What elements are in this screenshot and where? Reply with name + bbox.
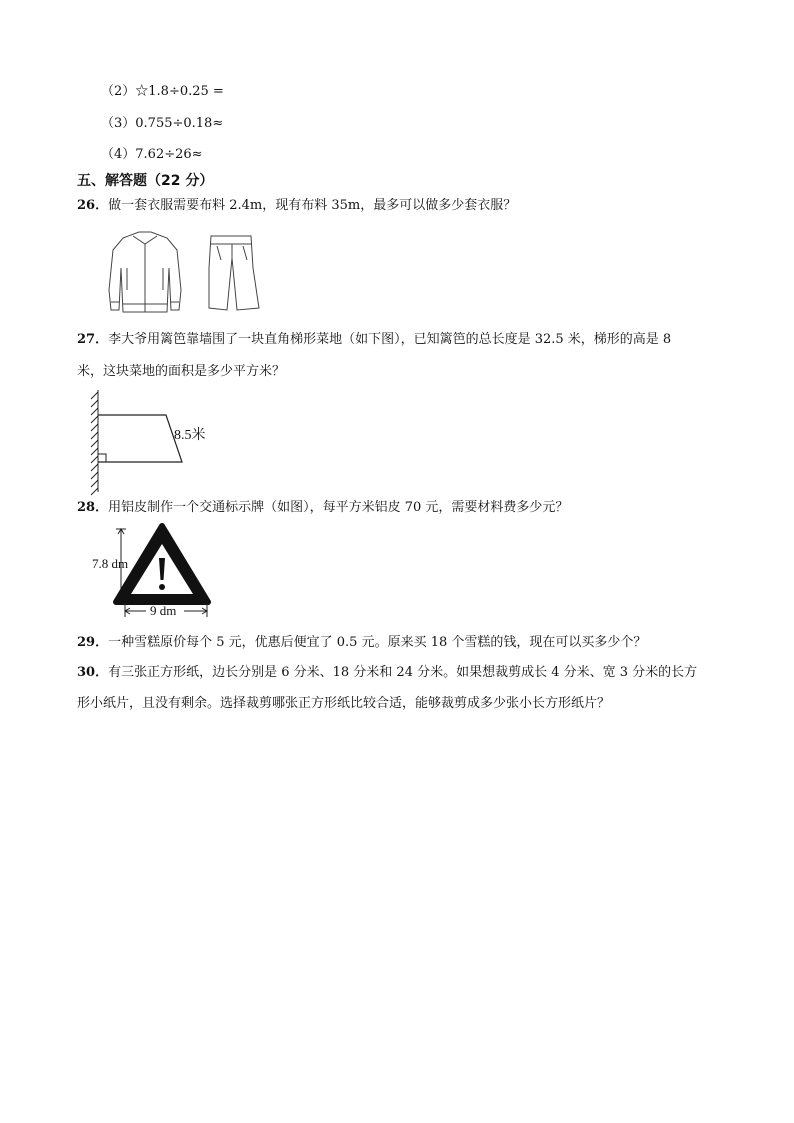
question-number: 28． — [77, 500, 109, 515]
pants-image — [209, 236, 259, 310]
question-number: 29． — [77, 635, 109, 650]
question-text: 李大爷用篱笆靠墙围了一块直角梯形菜地（如下图），已知篱笆的总长度是 32.5 米，梯形的高是 8 — [108, 332, 672, 347]
sub-question-4: （4）7.62÷26≈ — [101, 147, 203, 162]
right-angle-mark — [98, 454, 106, 462]
traffic-sign-figure — [88, 522, 218, 620]
warning-triangle — [116, 526, 208, 602]
question-27-line2: 米，这块菜地的面积是多少平方米？ — [77, 364, 286, 379]
question-text: 用铝皮制作一个交通标示牌（如图），每平方米铝皮 70 元，需要材料费多少元？ — [108, 500, 569, 515]
question-30-line2: 形小纸片，且没有剩余。选择裁剪哪张正方形纸比较合适，能够裁剪成多少张小长方形纸片？ — [77, 696, 611, 711]
slant-side-label: 8.5米 — [174, 428, 206, 443]
question-29 — [77, 634, 646, 652]
question-number: 26． — [77, 198, 109, 213]
question-number: 30． — [77, 665, 109, 680]
question-number: 27． — [77, 332, 109, 347]
sub-question-3: （3）0.755÷0.18≈ — [101, 116, 224, 131]
width-label: 9 dm — [150, 603, 177, 618]
question-text: 有三张正方形纸，边长分别是 6 分米、18 分米和 24 分米。如果想裁剪成长 4 分米、宽 3 分米的长方 — [108, 665, 698, 680]
trapezoid-shape — [98, 415, 182, 462]
question-30 — [77, 664, 697, 682]
jacket-image — [109, 232, 181, 312]
clothing-illustration — [93, 228, 273, 318]
question-27 — [77, 331, 671, 349]
section-title: 五、解答题（22 分） — [77, 173, 214, 189]
question-text: 做一套衣服需要布料 2.4m，现有布料 35m，最多可以做多少套衣服？ — [108, 198, 517, 213]
trapezoid-figure — [88, 388, 228, 498]
question-28 — [77, 499, 568, 517]
question-26 — [77, 197, 516, 215]
sub-question-2: （2）☆1.8÷0.25 = — [101, 84, 224, 99]
height-label: 7.8 dm — [92, 556, 129, 571]
wall-hatching — [91, 390, 98, 495]
question-text: 一种雪糕原价每个 5 元，优惠后便宜了 0.5 元。原来买 18 个雪糕的钱，现在可以买多少个？ — [108, 635, 647, 650]
